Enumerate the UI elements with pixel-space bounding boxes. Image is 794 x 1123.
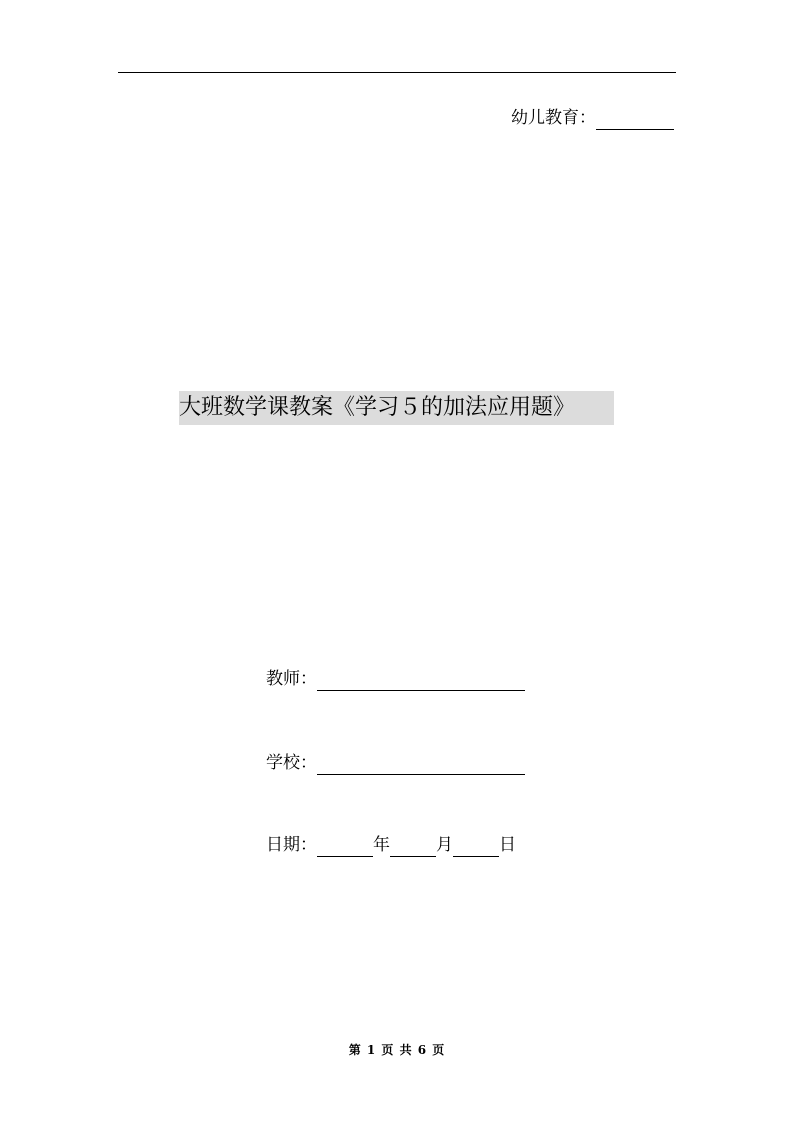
header-category-label: 幼儿教育： (511, 108, 596, 128)
teacher-blank[interactable] (317, 670, 525, 691)
header-category-blank[interactable] (596, 109, 674, 130)
month-blank[interactable] (390, 836, 436, 857)
year-blank[interactable] (317, 836, 373, 857)
year-unit: 年 (373, 835, 390, 855)
school-blank[interactable] (317, 754, 525, 775)
header-category-field (511, 106, 674, 130)
school-field (266, 751, 525, 775)
document-title: 大班数学课教案《学习５的加法应用题》 (179, 391, 614, 425)
date-label: 日期： (266, 835, 317, 855)
month-unit: 月 (436, 835, 453, 855)
teacher-label: 教师： (266, 669, 317, 689)
header-rule (118, 72, 676, 73)
day-blank[interactable] (453, 836, 499, 857)
school-label: 学校： (266, 753, 317, 773)
day-unit: 日 (499, 835, 516, 855)
date-field (266, 833, 516, 857)
teacher-field (266, 667, 525, 691)
page-number-footer: 第 1 页 共 6 页 (348, 1043, 446, 1057)
